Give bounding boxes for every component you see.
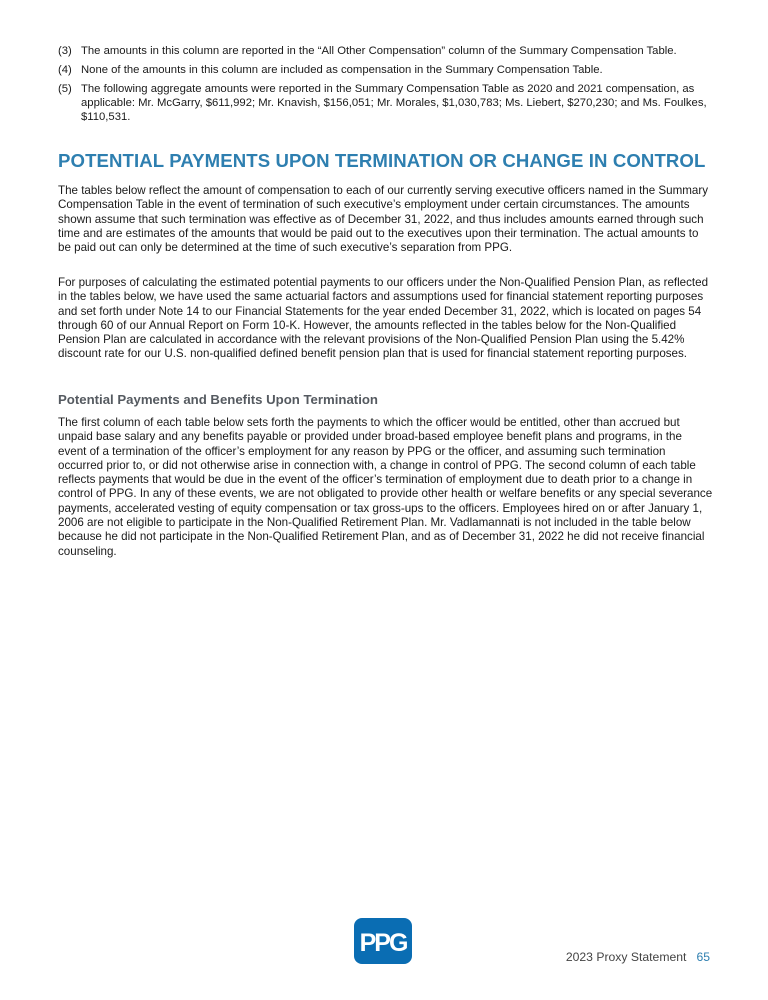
footnote-number: (3): [58, 45, 72, 57]
footnote-number: (5): [58, 83, 72, 95]
ppg-logo: [354, 918, 412, 964]
footnote-text: None of the amounts in this column are included as compensation in the Summary Compensation Table.: [81, 64, 603, 76]
footnote-item: [58, 63, 713, 77]
document-title: 2023 Proxy Statement: [565, 950, 687, 964]
footnotes: [58, 44, 713, 129]
pension-paragraph: For purposes of calculating the estimated potential payments to our officers under the Non-Qualified Pension Plan, as reflected in the tables below, we have used the same actuarial factors and assumptions used for financial statement reporting purposes and set forth under Note 14 to our Financial Statements for the year ended December 31, 2022, which is located on pages 54 through 60 of our Annual Report on Form 10-K. However, the amounts reflected in the tables below for the Non-Qualified Pension Plan are calculated in accordance with the relevant provisions of the Non-Qualified Pension Plan using the 5.42% discount rate for our U.S. non-qualified defined benefit pension plan that is used for financial statement reporting purposes.: [58, 276, 709, 361]
page-number: 65: [696, 950, 710, 964]
intro-paragraph: The tables below reflect the amount of compensation to each of our currently serving executive officers named in the Summary Compensation Table in the event of termination of such executive’s employment under certain circumstances. The amounts shown assume that such termination was effective as of December 31, 2022, and thus includes amounts earned through such time and are estimates of the amounts that would be paid out to the executives upon their termination. The actual amounts to be paid out can only be determined at the time of such executive’s separation from PPG.: [58, 184, 709, 255]
subsection-title: Potential Payments and Benefits Upon Termination: [58, 392, 378, 407]
ppg-logo-text: PPG: [359, 929, 407, 957]
section-title: POTENTIAL PAYMENTS UPON TERMINATION OR CHANGE IN CONTROL: [58, 150, 706, 171]
footnote-item: [58, 82, 713, 124]
footnote-number: (4): [58, 64, 72, 76]
footnote-text: The following aggregate amounts were reported in the Summary Compensation Table as 2020 and 2021 compensation, as applicable: Mr. McGarry, $611,992; Mr. Knavish, $156,051; Mr. Morales, $1,030,783; Ms. Liebert, $270,230; and Ms. Foulkes, $110,531.: [81, 83, 707, 123]
termination-paragraph: The first column of each table below sets forth the payments to which the officer would be entitled, other than accrued but unpaid base salary and any benefits payable or provided under broad-based employee benefit plans and programs, in the event of a termination of the officer’s employment for any reason by PPG or the officer, and assuming such termination occurred prior to, or did not otherwise arise in connection with, a change in control of PPG. The second column of each table reflects payments that would be due in the event of the officer’s termination of employment due to death prior to a change in control of PPG. In any of these events, we are not obligated to provide other health or welfare benefits or any special severance payments, accelerated vesting of equity compensation or tax gross-ups to the officers. Employees hired on or after January 1, 2006 are not eligible to participate in the Non-Qualified Retirement Plan. Mr. Vadlamannati is not included in the table below because he did not participate in the Non-Qualified Retirement Plan, and as of December 31, 2022 he did not receive financial counseling.: [58, 416, 713, 558]
ppg-logo-icon: [354, 918, 412, 964]
footnote-item: [58, 44, 713, 58]
page-footer: [566, 950, 710, 964]
footnote-text: The amounts in this column are reported in the “All Other Compensation” column of the Summary Compensation Table.: [81, 45, 677, 57]
